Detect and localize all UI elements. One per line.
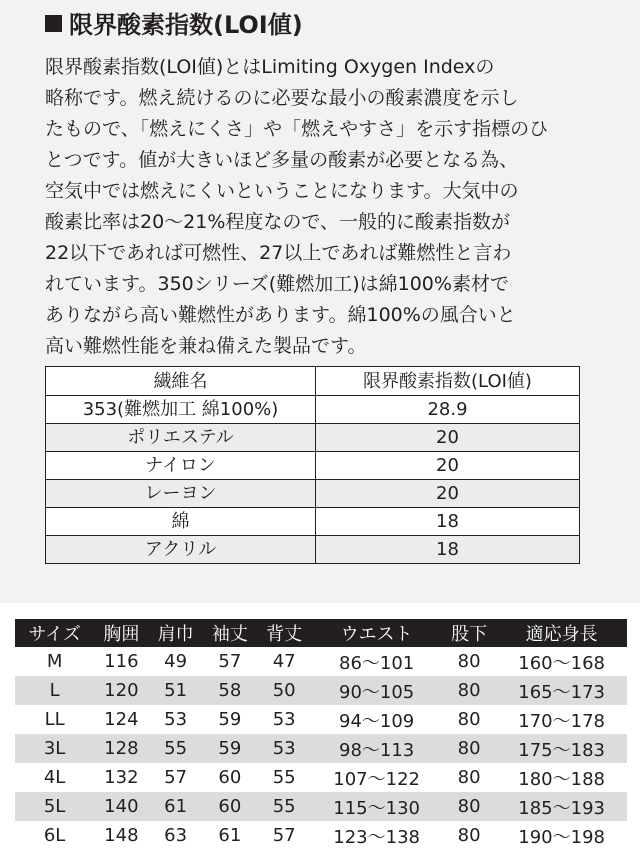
size-header-height: 適応身長 (496, 619, 627, 647)
size-cell-sleeve: 61 (218, 825, 242, 846)
size-cell-height: 165〜173 (496, 676, 627, 705)
size-header-row (15, 619, 627, 647)
size-cell-shoulder: 51 (148, 676, 202, 705)
size-cell-waist: 115〜130 (311, 792, 442, 821)
loi-fiber-cell: ポリエステル (46, 424, 316, 452)
loi-table (45, 366, 580, 564)
size-table (15, 619, 627, 850)
size-cell-height: 175〜183 (496, 734, 627, 763)
loi-row (46, 396, 580, 424)
size-cell-height: 170〜178 (518, 710, 605, 732)
size-cell-height: 190〜198 (518, 826, 605, 848)
size-cell-shoulder: 55 (148, 734, 202, 763)
size-cell-waist: 123〜138 (333, 826, 420, 848)
size-cell-shoulder: 49 (164, 651, 188, 672)
loi-value-cell: 18 (316, 536, 580, 564)
size-cell-back-length: 50 (257, 676, 311, 705)
size-header-back-length: 背丈 (257, 619, 311, 647)
size-header-inseam: 股下 (442, 619, 496, 647)
size-cell-back-length: 55 (257, 792, 311, 821)
size-cell-height: 160〜168 (518, 652, 605, 674)
paragraph-line: 酸素比率は20〜21%程度なので、一般的に酸素指数が (45, 211, 511, 233)
paragraph-line: たもので、「燃えにくさ」や「燃えやすさ」を示す指標のひ (45, 118, 549, 140)
loi-row (46, 508, 580, 536)
square-bullet-icon (45, 15, 62, 32)
size-cell-sleeve: 57 (218, 651, 242, 672)
size-cell-chest: 128 (94, 734, 148, 763)
size-cell-inseam: 80 (442, 734, 496, 763)
size-cell-chest: 120 (94, 676, 148, 705)
loi-value-cell: 18 (316, 508, 580, 536)
loi-value-cell: 20 (316, 424, 580, 452)
size-cell-size: LL (44, 709, 65, 730)
paragraph-line: 空気中では燃えにくいということになります。大気中の (45, 180, 519, 202)
section-heading (45, 10, 303, 40)
size-cell-shoulder: 63 (164, 825, 188, 846)
size-cell-sleeve: 59 (203, 734, 257, 763)
paragraph-line: れています。350シリーズ(難燃加工)は綿100%素材で (45, 273, 509, 295)
size-cell-height: 180〜188 (518, 768, 605, 790)
size-cell-back-length: 55 (272, 767, 296, 788)
size-row (15, 763, 627, 792)
paragraph-line: 限界酸素指数(LOI値)とはLimiting Oxygen Indexの (45, 56, 495, 78)
size-cell-size: 5L (15, 792, 94, 821)
section-heading-text: 限界酸素指数(LOI値) (69, 11, 303, 39)
size-row (15, 676, 627, 705)
loi-fiber-cell: アクリル (46, 536, 316, 564)
size-row (15, 792, 627, 821)
size-cell-waist: 98〜113 (311, 734, 442, 763)
size-cell-chest: 124 (104, 709, 139, 730)
size-cell-chest: 132 (104, 767, 139, 788)
size-cell-sleeve: 60 (203, 792, 257, 821)
size-cell-back-length: 47 (272, 651, 296, 672)
size-row (15, 705, 627, 734)
loi-fiber-cell: ナイロン (46, 452, 316, 480)
size-cell-waist: 94〜109 (339, 710, 415, 732)
size-cell-shoulder: 57 (164, 767, 188, 788)
loi-header-row (46, 367, 580, 396)
size-row (15, 821, 627, 850)
loi-header-value: 限界酸素指数(LOI値) (316, 367, 580, 396)
size-header-size: サイズ (15, 619, 94, 647)
size-cell-shoulder: 53 (164, 709, 188, 730)
size-cell-size: 6L (43, 825, 66, 846)
loi-header-fiber: 繊維名 (46, 367, 316, 396)
size-cell-inseam: 80 (457, 767, 481, 788)
size-cell-sleeve: 59 (218, 709, 242, 730)
loi-value-cell: 20 (316, 452, 580, 480)
loi-fiber-cell: レーヨン (46, 480, 316, 508)
size-cell-chest: 140 (94, 792, 148, 821)
size-header-chest: 胸囲 (94, 619, 148, 647)
size-cell-inseam: 80 (457, 709, 481, 730)
size-cell-inseam: 80 (457, 651, 481, 672)
size-row (15, 734, 627, 763)
paragraph-line: とつです。値が大きいほど多量の酸素が必要となる為、 (45, 149, 519, 171)
size-cell-height: 185〜193 (496, 792, 627, 821)
size-cell-waist: 90〜105 (311, 676, 442, 705)
loi-row (46, 536, 580, 564)
size-cell-shoulder: 61 (148, 792, 202, 821)
size-header-shoulder: 肩巾 (148, 619, 202, 647)
loi-row (46, 424, 580, 452)
size-cell-chest: 116 (104, 651, 139, 672)
paragraph-line: 略称です。燃え続けるのに必要な最小の酸素濃度を示し (45, 87, 519, 109)
size-cell-sleeve: 58 (203, 676, 257, 705)
loi-fiber-cell: 綿 (46, 508, 316, 536)
size-cell-size: 3L (15, 734, 94, 763)
loi-value-cell: 20 (316, 480, 580, 508)
size-cell-inseam: 80 (442, 676, 496, 705)
size-cell-size: L (15, 676, 94, 705)
size-cell-inseam: 80 (442, 792, 496, 821)
size-cell-waist: 86〜101 (339, 652, 415, 674)
size-header-sleeve: 袖丈 (203, 619, 257, 647)
loi-value-cell: 28.9 (316, 396, 580, 424)
size-cell-inseam: 80 (457, 825, 481, 846)
size-row (15, 647, 627, 676)
loi-row (46, 480, 580, 508)
size-cell-chest: 148 (104, 825, 139, 846)
paragraph-line: 高い難燃性能を兼ね備えた製品です。 (45, 335, 367, 357)
paragraph-line: 22以下であれば可燃性、27以上であれば難燃性と言わ (45, 242, 512, 264)
size-cell-size: 4L (43, 767, 66, 788)
description-paragraph (45, 52, 615, 362)
size-cell-size: M (46, 651, 63, 672)
loi-row (46, 452, 580, 480)
size-cell-waist: 107〜122 (333, 768, 420, 790)
loi-fiber-cell: 353(難燃加工 綿100%) (46, 396, 316, 424)
size-cell-back-length: 57 (272, 825, 296, 846)
paragraph-line: ありながら高い難燃性があります。綿100%の風合いと (45, 304, 516, 326)
size-cell-sleeve: 60 (218, 767, 242, 788)
size-header-waist: ウエスト (311, 619, 442, 647)
size-cell-back-length: 53 (272, 709, 296, 730)
size-cell-back-length: 53 (257, 734, 311, 763)
